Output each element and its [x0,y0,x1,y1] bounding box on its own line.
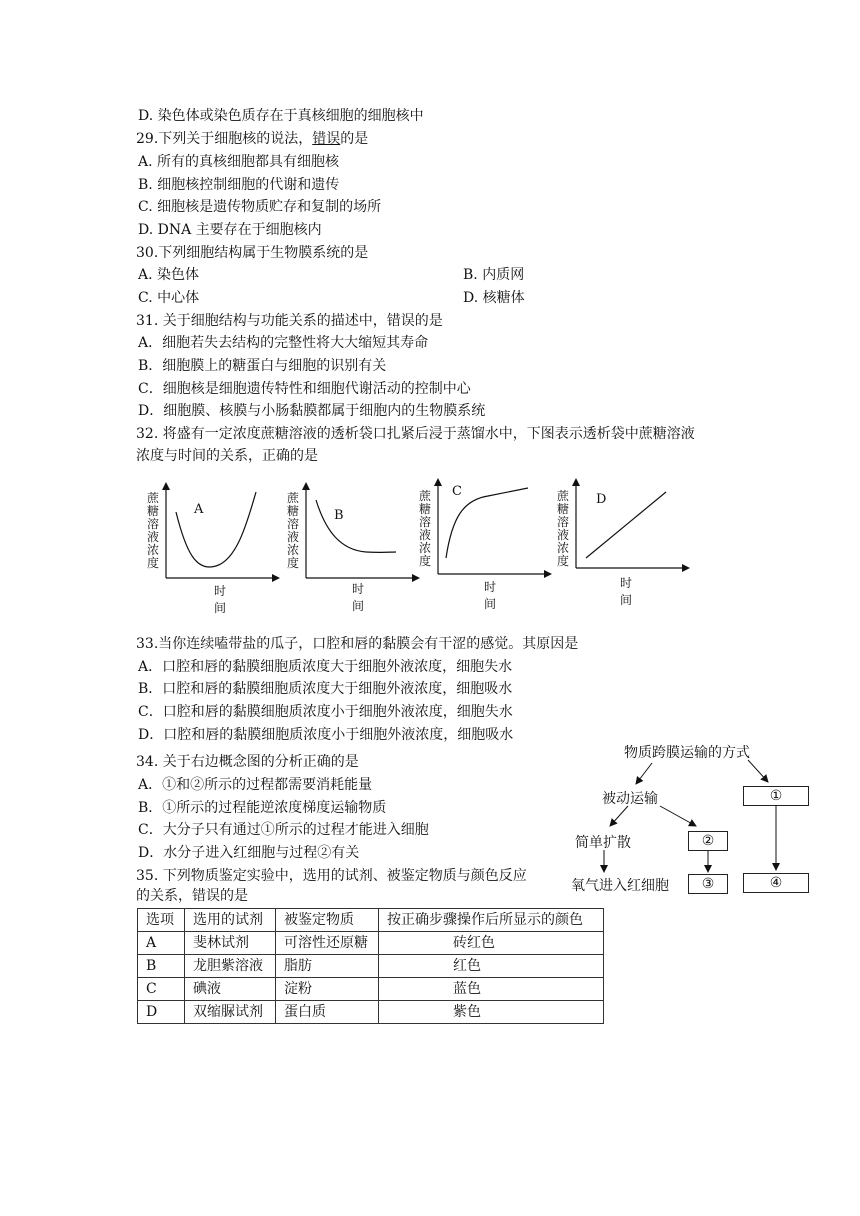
table-cell: 蛋白质 [276,1001,379,1024]
q28-option-d: D. 染色体或染色质存在于真核细胞的细胞核中 [138,108,424,124]
graph-b-ylabel: 蔗糖溶液浓度 [286,491,299,570]
q29-stem-text: 29.下列关于细胞核的说法， [136,131,313,147]
table-cell: A [138,932,185,955]
q31-option-d: D．细胞膜、核膜与小肠黏膜都属于细胞内的生物膜系统 [138,403,486,419]
table-cell: 脂肪 [276,955,379,978]
concept-oxygen-into-rbc: 氧气进入红细胞 [571,878,669,894]
q32-stem-line1: 32. 将盛有一定浓度蔗糖溶液的透析袋口扎紧后浸于蒸馏水中，下图表示透析袋中蔗糖溶液 [136,426,695,442]
table-cell: 龙胆紫溶液 [185,955,276,978]
q35-stem-line1: 35. 下列物质鉴定实验中，选用的试剂、被鉴定物质与颜色反应 [136,868,527,884]
concept-box-3: ③ [688,874,728,894]
table-cell: 红色 [379,955,604,978]
reagent-table [137,908,604,1024]
q30-option-b: B. 内质网 [463,267,525,283]
concept-box-2: ② [688,831,728,851]
q29-underlined-word: 错误 [312,131,341,147]
table-header-cell: 选用的试剂 [185,909,276,932]
table-row [138,1001,604,1024]
q35-stem-line2: 的关系，错误的是 [136,888,248,904]
graph-c-letter: C [452,484,462,499]
q30-option-c: C. 中心体 [138,290,200,306]
table-row [138,978,604,1001]
q33-option-b: B．口腔和唇的黏膜细胞质浓度大于细胞外液浓度，细胞吸水 [138,681,513,697]
graph-b-letter: B [334,508,344,523]
q29-option-a: A. 所有的真核细胞都具有细胞核 [138,154,340,170]
table-header-cell: 选项 [138,909,185,932]
table-cell: 双缩脲试剂 [185,1001,276,1024]
table-cell: 蓝色 [379,978,604,1001]
table-cell: B [138,955,185,978]
q31-option-c: C．细胞核是细胞遗传特性和细胞代谢活动的控制中心 [138,381,471,397]
table-row [138,932,604,955]
table-header-cell: 按正确步骤操作后所显示的颜色 [379,909,604,932]
concept-box-1: ① [743,786,809,806]
graph-d-ylabel: 蔗糖溶液浓度 [556,489,569,568]
concept-root: 物质跨膜运输的方式 [624,745,750,761]
table-cell: 紫色 [379,1001,604,1024]
q32-stem-line2: 浓度与时间的关系，正确的是 [136,448,318,464]
graph-c-ylabel: 蔗糖溶液浓度 [418,489,431,568]
q31-option-b: B．细胞膜上的糖蛋白与细胞的识别有关 [138,358,387,374]
table-row [138,955,604,978]
graph-d-xlabel: 时间 [620,576,633,607]
table-cell: 淀粉 [276,978,379,1001]
graph-d-letter: D [596,492,607,507]
table-cell: 斐林试剂 [185,932,276,955]
graph-a-letter: A [194,502,204,517]
q34-stem: 34. 关于右边概念图的分析正确的是 [136,754,359,770]
q31-stem: 31. 关于细胞结构与功能关系的描述中，错误的是 [136,313,443,329]
q34-option-c: C．大分子只有通过①所示的过程才能进入细胞 [138,822,429,838]
q29-option-b: B. 细胞核控制细胞的代谢和遗传 [138,177,340,193]
q33-stem: 33.当你连续嗑带盐的瓜子，口腔和唇的黏膜会有干涩的感觉。其原因是 [136,636,579,652]
q34-option-a: A．①和②所示的过程都需要消耗能量 [138,777,373,793]
table-header-row [138,909,604,932]
graph-a-xlabel: 时间 [214,584,227,615]
concept-simple-diffusion: 简单扩散 [575,835,631,851]
q34-option-d: D．水分子进入红细胞与过程②有关 [138,845,360,861]
q33-option-c: C．口腔和唇的黏膜细胞质浓度小于细胞外液浓度，细胞失水 [138,704,513,720]
q33-option-d: D．口腔和唇的黏膜细胞质浓度小于细胞外液浓度，细胞吸水 [138,727,514,743]
table-cell: C [138,978,185,1001]
q29-stem-end: 的是 [340,131,369,147]
q33-option-a: A．口腔和唇的黏膜细胞质浓度大于细胞外液浓度，细胞失水 [138,659,513,675]
graph-b-xlabel: 时间 [352,582,365,613]
table-header-cell: 被鉴定物质 [276,909,379,932]
q34-option-b: B．①所示的过程能逆浓度梯度运输物质 [138,800,387,816]
q31-option-a: A．细胞若失去结构的完整性将大大缩短其寿命 [138,335,429,351]
table-cell: 碘液 [185,978,276,1001]
q29-option-c: C. 细胞核是遗传物质贮存和复制的场所 [138,199,382,215]
table-cell: 可溶性还原糖 [276,932,379,955]
q30-option-a: A. 染色体 [138,267,200,283]
table-cell: 砖红色 [379,932,604,955]
graph-a-ylabel: 蔗糖溶液浓度 [146,491,159,570]
graph-c-xlabel: 时间 [484,580,497,611]
table-cell: D [138,1001,185,1024]
q30-option-d: D. 核糖体 [463,290,525,306]
q29-option-d: D. DNA 主要存在于细胞核内 [138,222,322,238]
concept-passive-transport: 被动运输 [602,791,658,807]
concept-box-4: ④ [743,873,809,893]
q30-stem: 30.下列细胞结构属于生物膜系统的是 [136,245,369,261]
